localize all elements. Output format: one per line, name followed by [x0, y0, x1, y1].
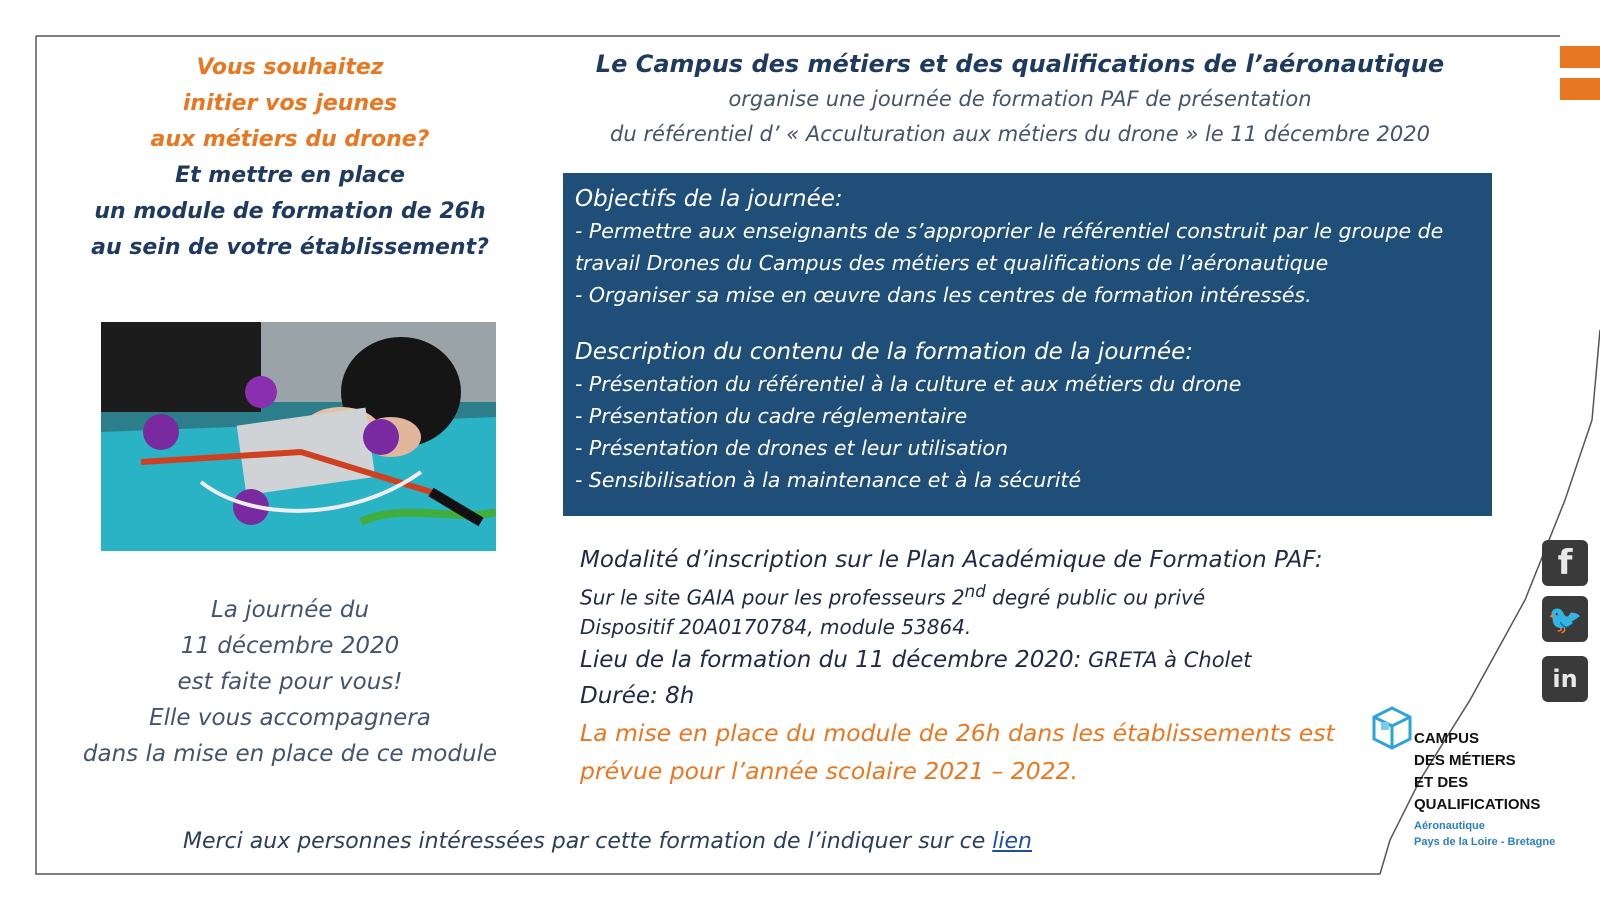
- tagline-line: dans la mise en place de ce module: [82, 741, 498, 767]
- footer-text: Merci aux personnes intéressées par cette formation de l’indiquer sur ce lien: [183, 829, 1032, 854]
- linkedin-icon[interactable]: in: [1542, 656, 1588, 702]
- description-item: - Sensibilisation à la maintenance et à la sécurité: [575, 468, 1082, 492]
- page-title: Le Campus des métiers et des qualifications de l’aéronautique: [595, 50, 1445, 78]
- description-item: - Présentation du référentiel à la culture et aux métiers du drone: [575, 372, 1242, 396]
- schedule-note: La mise en place du module de 26h dans les établissements est: [580, 718, 1335, 747]
- headline-line: aux métiers du drone?: [150, 127, 430, 152]
- objective-item: - Organiser sa mise en œuvre dans les centres de formation intéressés.: [575, 283, 1312, 307]
- description-item: - Présentation de drones et leur utilisation: [575, 436, 1008, 460]
- tagline-line: est faite pour vous!: [177, 669, 403, 695]
- duration-line: Durée: 8h: [580, 682, 695, 709]
- page-subtitle: du référentiel d’ « Acculturation aux métiers du drone » le 11 décembre 2020: [610, 122, 1430, 146]
- headline-line: au sein de votre établissement?: [91, 235, 489, 260]
- left-headline: [60, 50, 520, 266]
- headline-line: initier vos jeunes: [182, 91, 398, 116]
- headline-line: Et mettre en place: [175, 163, 405, 188]
- location-line: Lieu de la formation du 11 décembre 2020: GRETA à Cholet: [580, 646, 1252, 673]
- interest-link[interactable]: lien: [992, 829, 1032, 854]
- twitter-icon[interactable]: 🐦: [1542, 596, 1588, 642]
- objective-item: - Permettre aux enseignants de s’approprier le référentiel construit par le groupe de: [575, 219, 1444, 243]
- objective-item: travail Drones du Campus des métiers et qualifications de l’aéronautique: [575, 251, 1329, 275]
- headline-line: Vous souhaitez: [196, 55, 384, 80]
- tagline-block: [60, 592, 520, 772]
- tagline-line: La journée du: [210, 597, 370, 623]
- page-title-block: [560, 46, 1480, 152]
- registration-line: Sur le site GAIA pour les professeurs 2nd degré public ou privé: [580, 582, 1206, 610]
- page-subtitle: organise une journée de formation PAF de présentation: [728, 87, 1312, 111]
- logo-subline: Aéronautique: [1414, 820, 1485, 832]
- cube-icon: [1372, 706, 1412, 750]
- objectives-box: [563, 173, 1492, 516]
- logo-line: DES MÉTIERS: [1414, 752, 1516, 769]
- description-item: - Présentation du cadre réglementaire: [575, 404, 968, 428]
- drone-assembly-photo: [101, 322, 496, 551]
- logo-line: ET DES: [1414, 774, 1469, 791]
- registration-line: Dispositif 20A0170784, module 53864.: [580, 614, 972, 639]
- objectives-heading: Objectifs de la journée:: [575, 186, 843, 212]
- registration-block: [580, 543, 1380, 790]
- tagline-line: 11 décembre 2020: [180, 633, 400, 659]
- registration-heading: Modalité d’inscription sur le Plan Académique de Formation PAF:: [580, 547, 1323, 573]
- logo-line: CAMPUS: [1414, 730, 1480, 747]
- tagline-line: Elle vous accompagnera: [149, 705, 431, 731]
- schedule-note: prévue pour l’année scolaire 2021 – 2022.: [580, 756, 1079, 785]
- logo-subline: Pays de la Loire - Bretagne: [1414, 836, 1556, 848]
- campus-logo: [1372, 706, 1592, 856]
- facebook-icon[interactable]: f: [1542, 540, 1588, 586]
- headline-line: un module de formation de 26h: [94, 199, 486, 224]
- logo-line: QUALIFICATIONS: [1414, 796, 1541, 813]
- description-heading: Description du contenu de la formation de la journée:: [575, 339, 1194, 365]
